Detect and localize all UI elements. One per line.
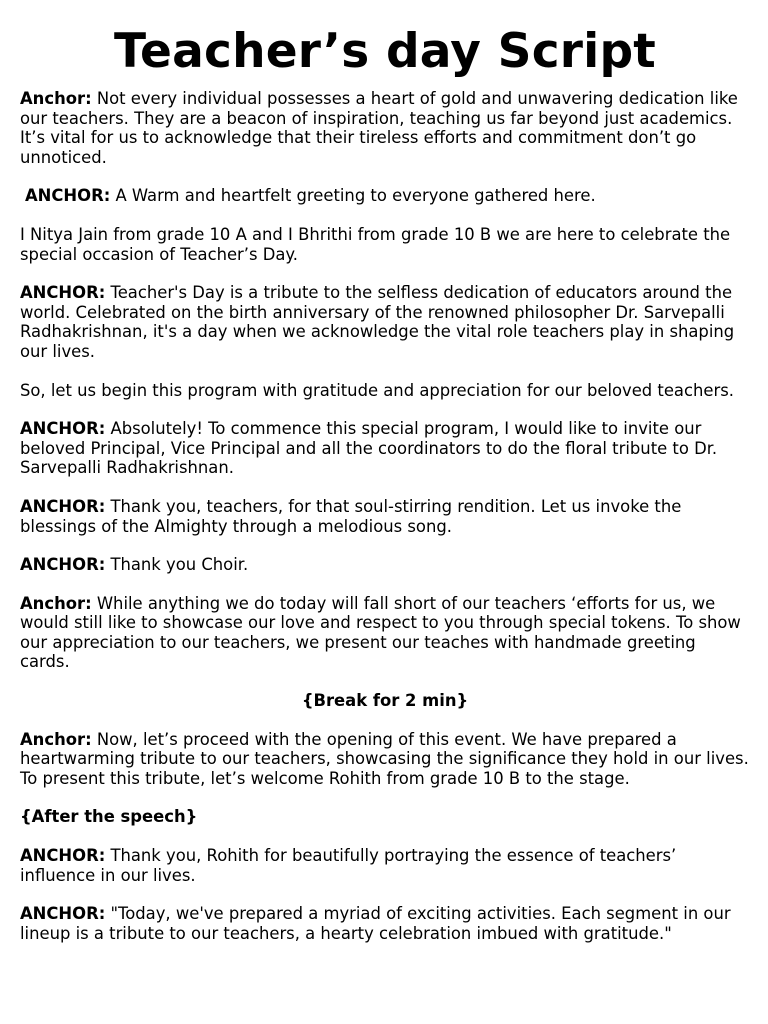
script-paragraph <box>20 419 750 478</box>
speaker-label: Anchor: <box>20 593 92 613</box>
paragraph-text: I Nitya Jain from grade 10 A and I Bhrithi from grade 10 B we are here to celebrate the special occasion of Teacher’s Day. <box>20 224 731 264</box>
paragraph-text: Not every individual possesses a heart of gold and unwavering dedication like our teachers. They are a beacon of inspiration, teaching us far beyond just academics. It’s vital for us to acknowledge that their tireless efforts and commitment don’t go unnoticed. <box>20 89 738 167</box>
script-paragraph <box>20 594 750 672</box>
script-paragraph <box>20 730 750 789</box>
script-paragraph <box>20 846 750 885</box>
speaker-label: ANCHOR: <box>20 846 106 866</box>
speaker-label: Anchor: <box>20 729 92 749</box>
paragraph-text: While anything we do today will fall short of our teachers ‘efforts for us, we would still like to showcase our love and respect to you through special tokens. To show our appreciation to our teachers, we present our teaches with handmade greeting cards. <box>20 593 741 672</box>
speaker-label: ANCHOR: <box>20 283 106 303</box>
paragraph-text: A Warm and heartfelt greeting to everyone gathered here. <box>110 186 596 206</box>
paragraph-text: Thank you, teachers, for that soul-stirring rendition. Let us invoke the blessings of the Almighty through a melodious song. <box>20 496 682 536</box>
speaker-label: ANCHOR: <box>20 419 106 439</box>
speaker-label: ANCHOR: <box>25 186 111 206</box>
script-paragraph <box>20 89 750 167</box>
script-paragraph <box>20 904 750 943</box>
page-title: Teacher’s day Script <box>114 24 656 79</box>
paragraph-text: "Today, we've prepared a myriad of exciting activities. Each segment in our lineup is a tribute to our teachers, a hearty celebration imbued with gratitude." <box>20 904 731 943</box>
paragraph-text: Teacher's Day is a tribute to the selfless dedication of educators around the world. Celebrated on the birth anniversary of the renowned philosopher Dr. Sarvepalli Radhakrishnan, it's a day when we acknowledge the vital role teachers play in shaping our lives. <box>20 283 735 361</box>
after-speech-note: {After the speech} <box>20 807 198 827</box>
script-paragraph <box>20 381 750 401</box>
break-note: {Break for 2 min} <box>301 691 469 711</box>
speaker-label: ANCHOR: <box>20 904 106 924</box>
script-paragraph <box>20 283 750 361</box>
script-paragraph <box>20 555 750 575</box>
speaker-label: ANCHOR: <box>20 555 106 575</box>
speaker-label: Anchor: <box>20 89 92 108</box>
speaker-label: ANCHOR: <box>20 496 106 516</box>
paragraph-text: So, let us begin this program with gratitude and appreciation for our beloved teachers. <box>20 380 734 400</box>
script-paragraph <box>20 497 750 536</box>
paragraph-text: Absolutely! To commence this special program, I would like to invite our beloved Principal, Vice Principal and all the coordinators to do the floral tribute to Dr. Sarvepalli Radhakrishnan. <box>20 419 718 478</box>
paragraph-text: Thank you Choir. <box>105 555 249 575</box>
script-paragraph <box>20 186 750 206</box>
paragraph-text: Thank you, Rohith for beautifully portraying the essence of teachers’ influence in our lives. <box>20 846 677 885</box>
paragraph-text: Now, let’s proceed with the opening of this event. We have prepared a heartwarming tribute to our teachers, showcasing the significance they hold in our lives. To present this tribute, let’s welcome Rohith from grade 10 B to the stage. <box>20 729 749 788</box>
script-paragraph <box>20 225 750 264</box>
